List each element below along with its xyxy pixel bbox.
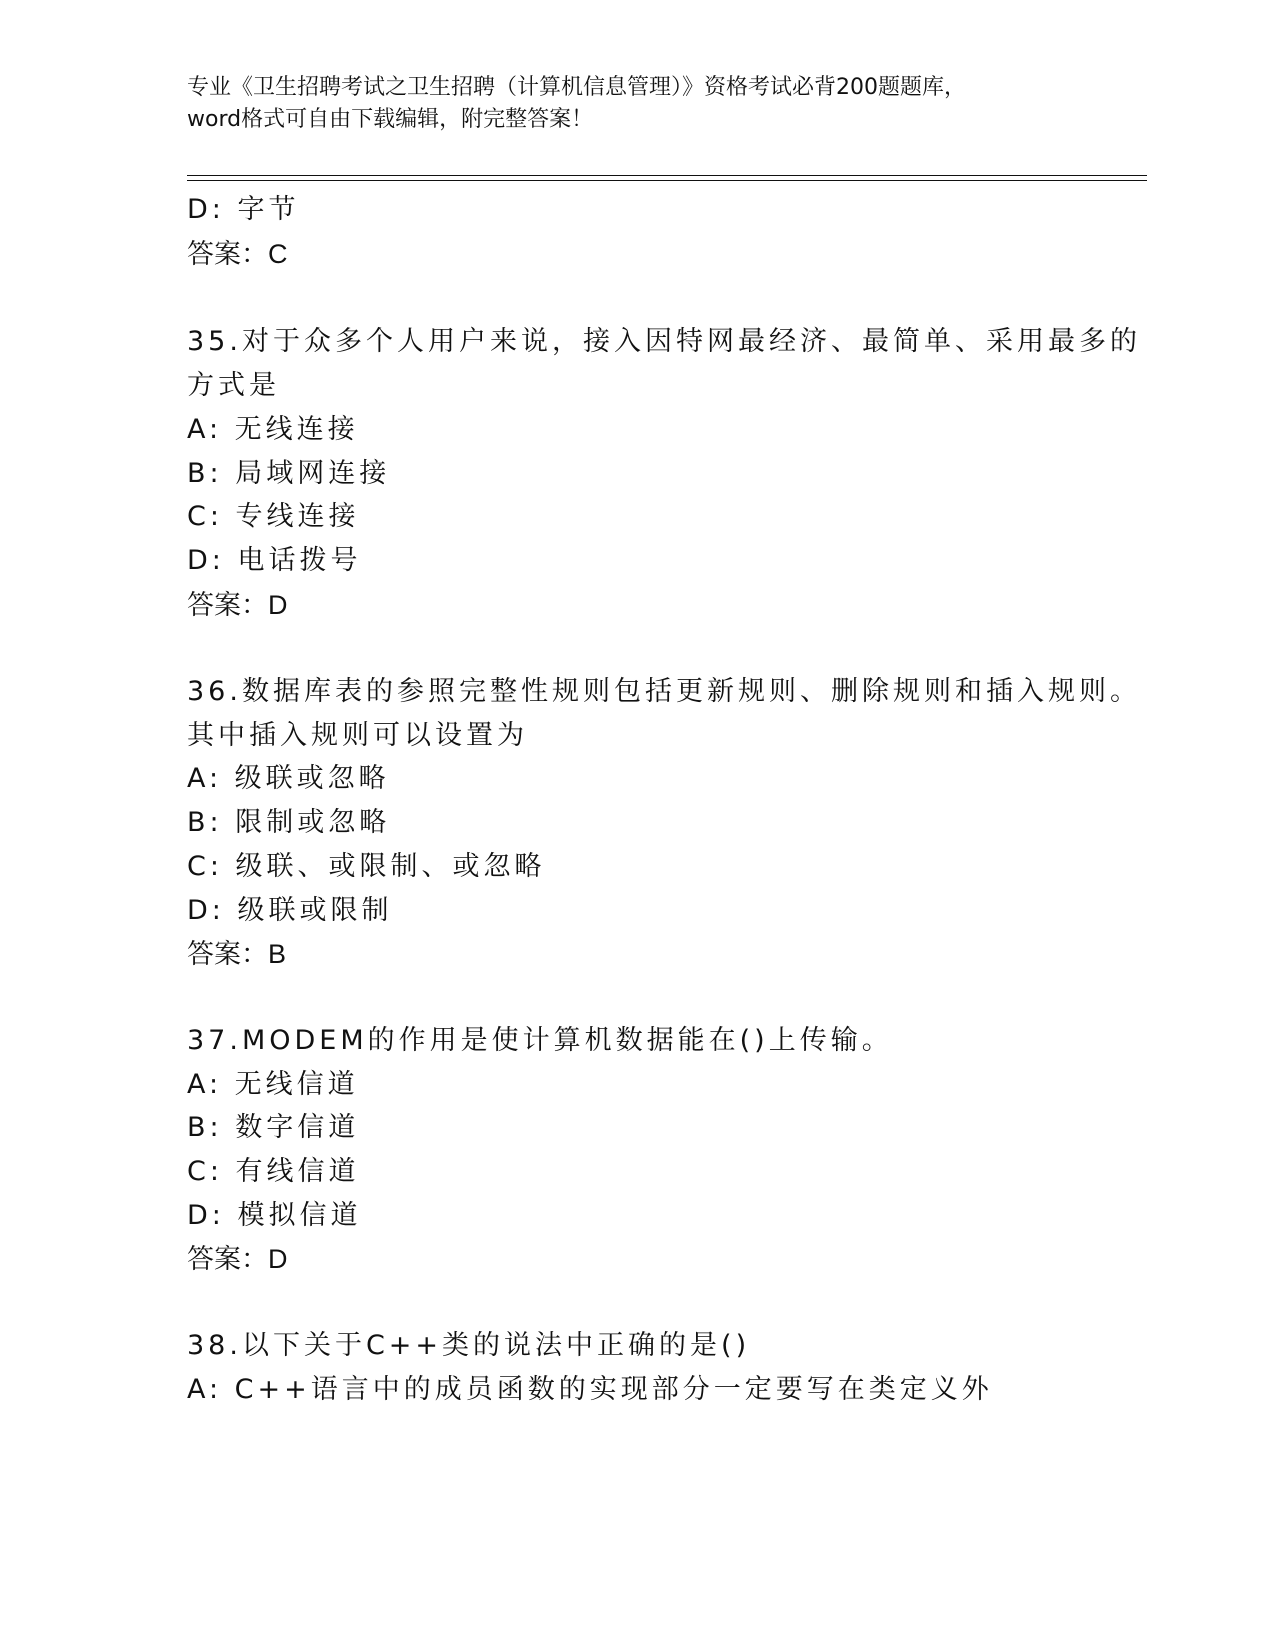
answer-line: 答案：D	[187, 590, 288, 620]
question-text-line-2: 方式是	[187, 370, 280, 401]
option-c: C: 级联、或限制、或忽略	[187, 851, 546, 882]
answer-line: 答案：C	[187, 239, 288, 269]
question-text-line-1: 37.MODEM的作用是使计算机数据能在()上传输。	[187, 1025, 893, 1056]
header-title-line-2: word格式可自由下载编辑，附完整答案！	[187, 107, 594, 132]
option-c: C: 专线连接	[187, 501, 360, 532]
option-c: C: 有线信道	[187, 1156, 360, 1187]
header-divider-bottom	[187, 180, 1147, 181]
question-text-line-1: 35.对于众多个人用户来说，接入因特网最经济、最简单、采用最多的	[187, 326, 1141, 357]
option-a: A: C++语言中的成员函数的实现部分一定要写在类定义外	[187, 1374, 993, 1405]
option-d: D: 电话拨号	[187, 545, 362, 576]
question-text-line-1: 38.以下关于C++类的说法中正确的是()	[187, 1330, 751, 1361]
header-divider-top	[187, 175, 1147, 176]
question-text-line-2: 其中插入规则可以设置为	[187, 720, 528, 751]
option-a: A: 无线信道	[187, 1069, 359, 1100]
option-d: D: 字节	[187, 194, 300, 225]
answer-line: 答案：D	[187, 1244, 288, 1274]
option-a: A: 无线连接	[187, 414, 359, 445]
option-b: B: 数字信道	[187, 1112, 360, 1143]
option-b: B: 局域网连接	[187, 458, 391, 489]
option-a: A: 级联或忽略	[187, 763, 390, 794]
option-d: D: 级联或限制	[187, 895, 393, 926]
answer-line: 答案：B	[187, 939, 287, 969]
option-d: D: 模拟信道	[187, 1200, 362, 1231]
option-b: B: 限制或忽略	[187, 807, 391, 838]
question-text-line-1: 36.数据库表的参照完整性规则包括更新规则、删除规则和插入规则。	[187, 676, 1141, 707]
header-title-line-1: 专业《卫生招聘考试之卫生招聘（计算机信息管理）》资格考试必背200题题库，	[187, 75, 966, 100]
